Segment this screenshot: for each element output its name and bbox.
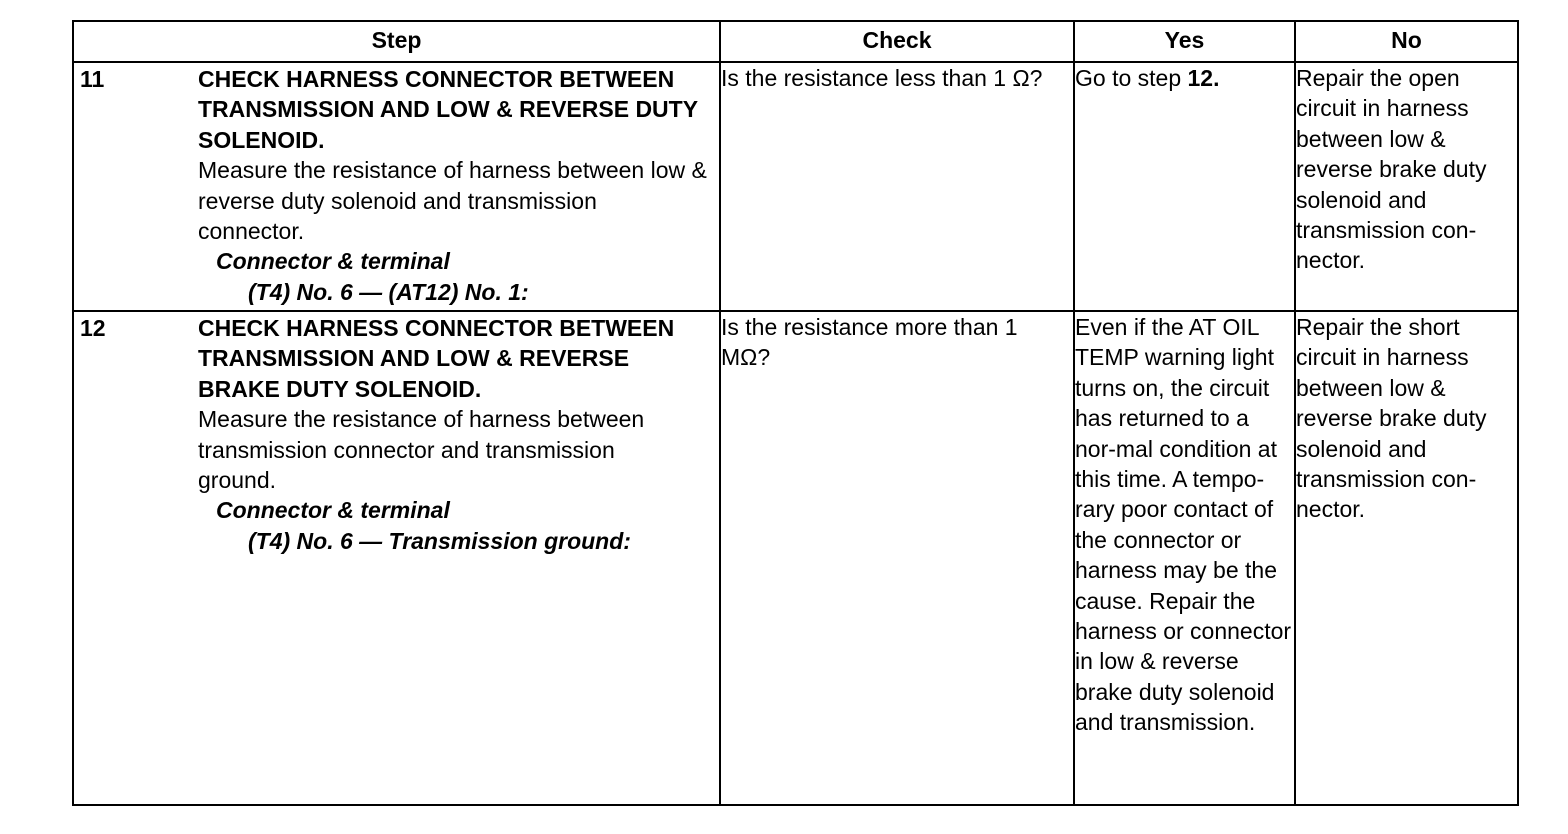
step-body	[198, 312, 719, 556]
step-title: CHECK HARNESS CONNECTOR BETWEEN TRANSMISSION AND LOW & REVERSE DUTY SOLENOID.	[198, 66, 698, 153]
header-step: Step	[73, 21, 720, 62]
yes-cell	[1074, 62, 1295, 311]
step-number: 11	[80, 66, 105, 92]
check-cell	[720, 311, 1074, 805]
step-description: Measure the resistance of harness between low & reverse duty solenoid and transmission connector.	[198, 157, 707, 245]
step-cell	[73, 62, 720, 311]
table-row	[73, 62, 1518, 311]
step-title: CHECK HARNESS CONNECTOR BETWEEN TRANSMISSION AND LOW & REVERSE BRAKE DUTY SOLENOID.	[198, 315, 675, 402]
diagnostic-table	[72, 20, 1519, 806]
header-yes: Yes	[1074, 21, 1295, 62]
header-check: Check	[720, 21, 1074, 62]
header-no: No	[1295, 21, 1518, 62]
step-body	[198, 63, 719, 307]
no-text: Repair the open circuit in harness between low & reverse brake duty solenoid and transmission con-nector.	[1296, 65, 1487, 274]
step-description: Measure the resistance of harness between transmission connector and transmission ground.	[198, 406, 645, 494]
check-cell	[720, 62, 1074, 311]
header-row	[73, 21, 1518, 62]
check-text: Is the resistance more than 1 MΩ?	[721, 314, 1018, 371]
check-text: Is the resistance less than 1 Ω?	[721, 65, 1043, 91]
step-number: 12	[80, 315, 106, 341]
step-cell	[73, 311, 720, 805]
connector-label: Connector & terminal	[216, 497, 450, 524]
no-cell	[1295, 311, 1518, 805]
connector-label: Connector & terminal	[216, 248, 450, 275]
yes-step-link: 12.	[1187, 65, 1220, 91]
connector-value: (T4) No. 6 — Transmission ground:	[248, 527, 631, 554]
yes-cell	[1074, 311, 1295, 805]
connector-value: (T4) No. 6 — (AT12) No. 1:	[248, 278, 529, 305]
no-text: Repair the short circuit in harness between low & reverse brake duty solenoid and transmission con-nector.	[1296, 314, 1487, 523]
yes-text: Even if the AT OIL TEMP warning light turns on, the circuit has returned to a nor-mal condition at this time. A tempo-rary poor contact of the connector or harness may be the cause. Repair the harness or connector in low & reverse brake duty solenoid and transmission.	[1075, 314, 1292, 736]
no-cell	[1295, 62, 1518, 311]
yes-text: Go to step	[1075, 65, 1188, 91]
table-row	[73, 311, 1518, 805]
